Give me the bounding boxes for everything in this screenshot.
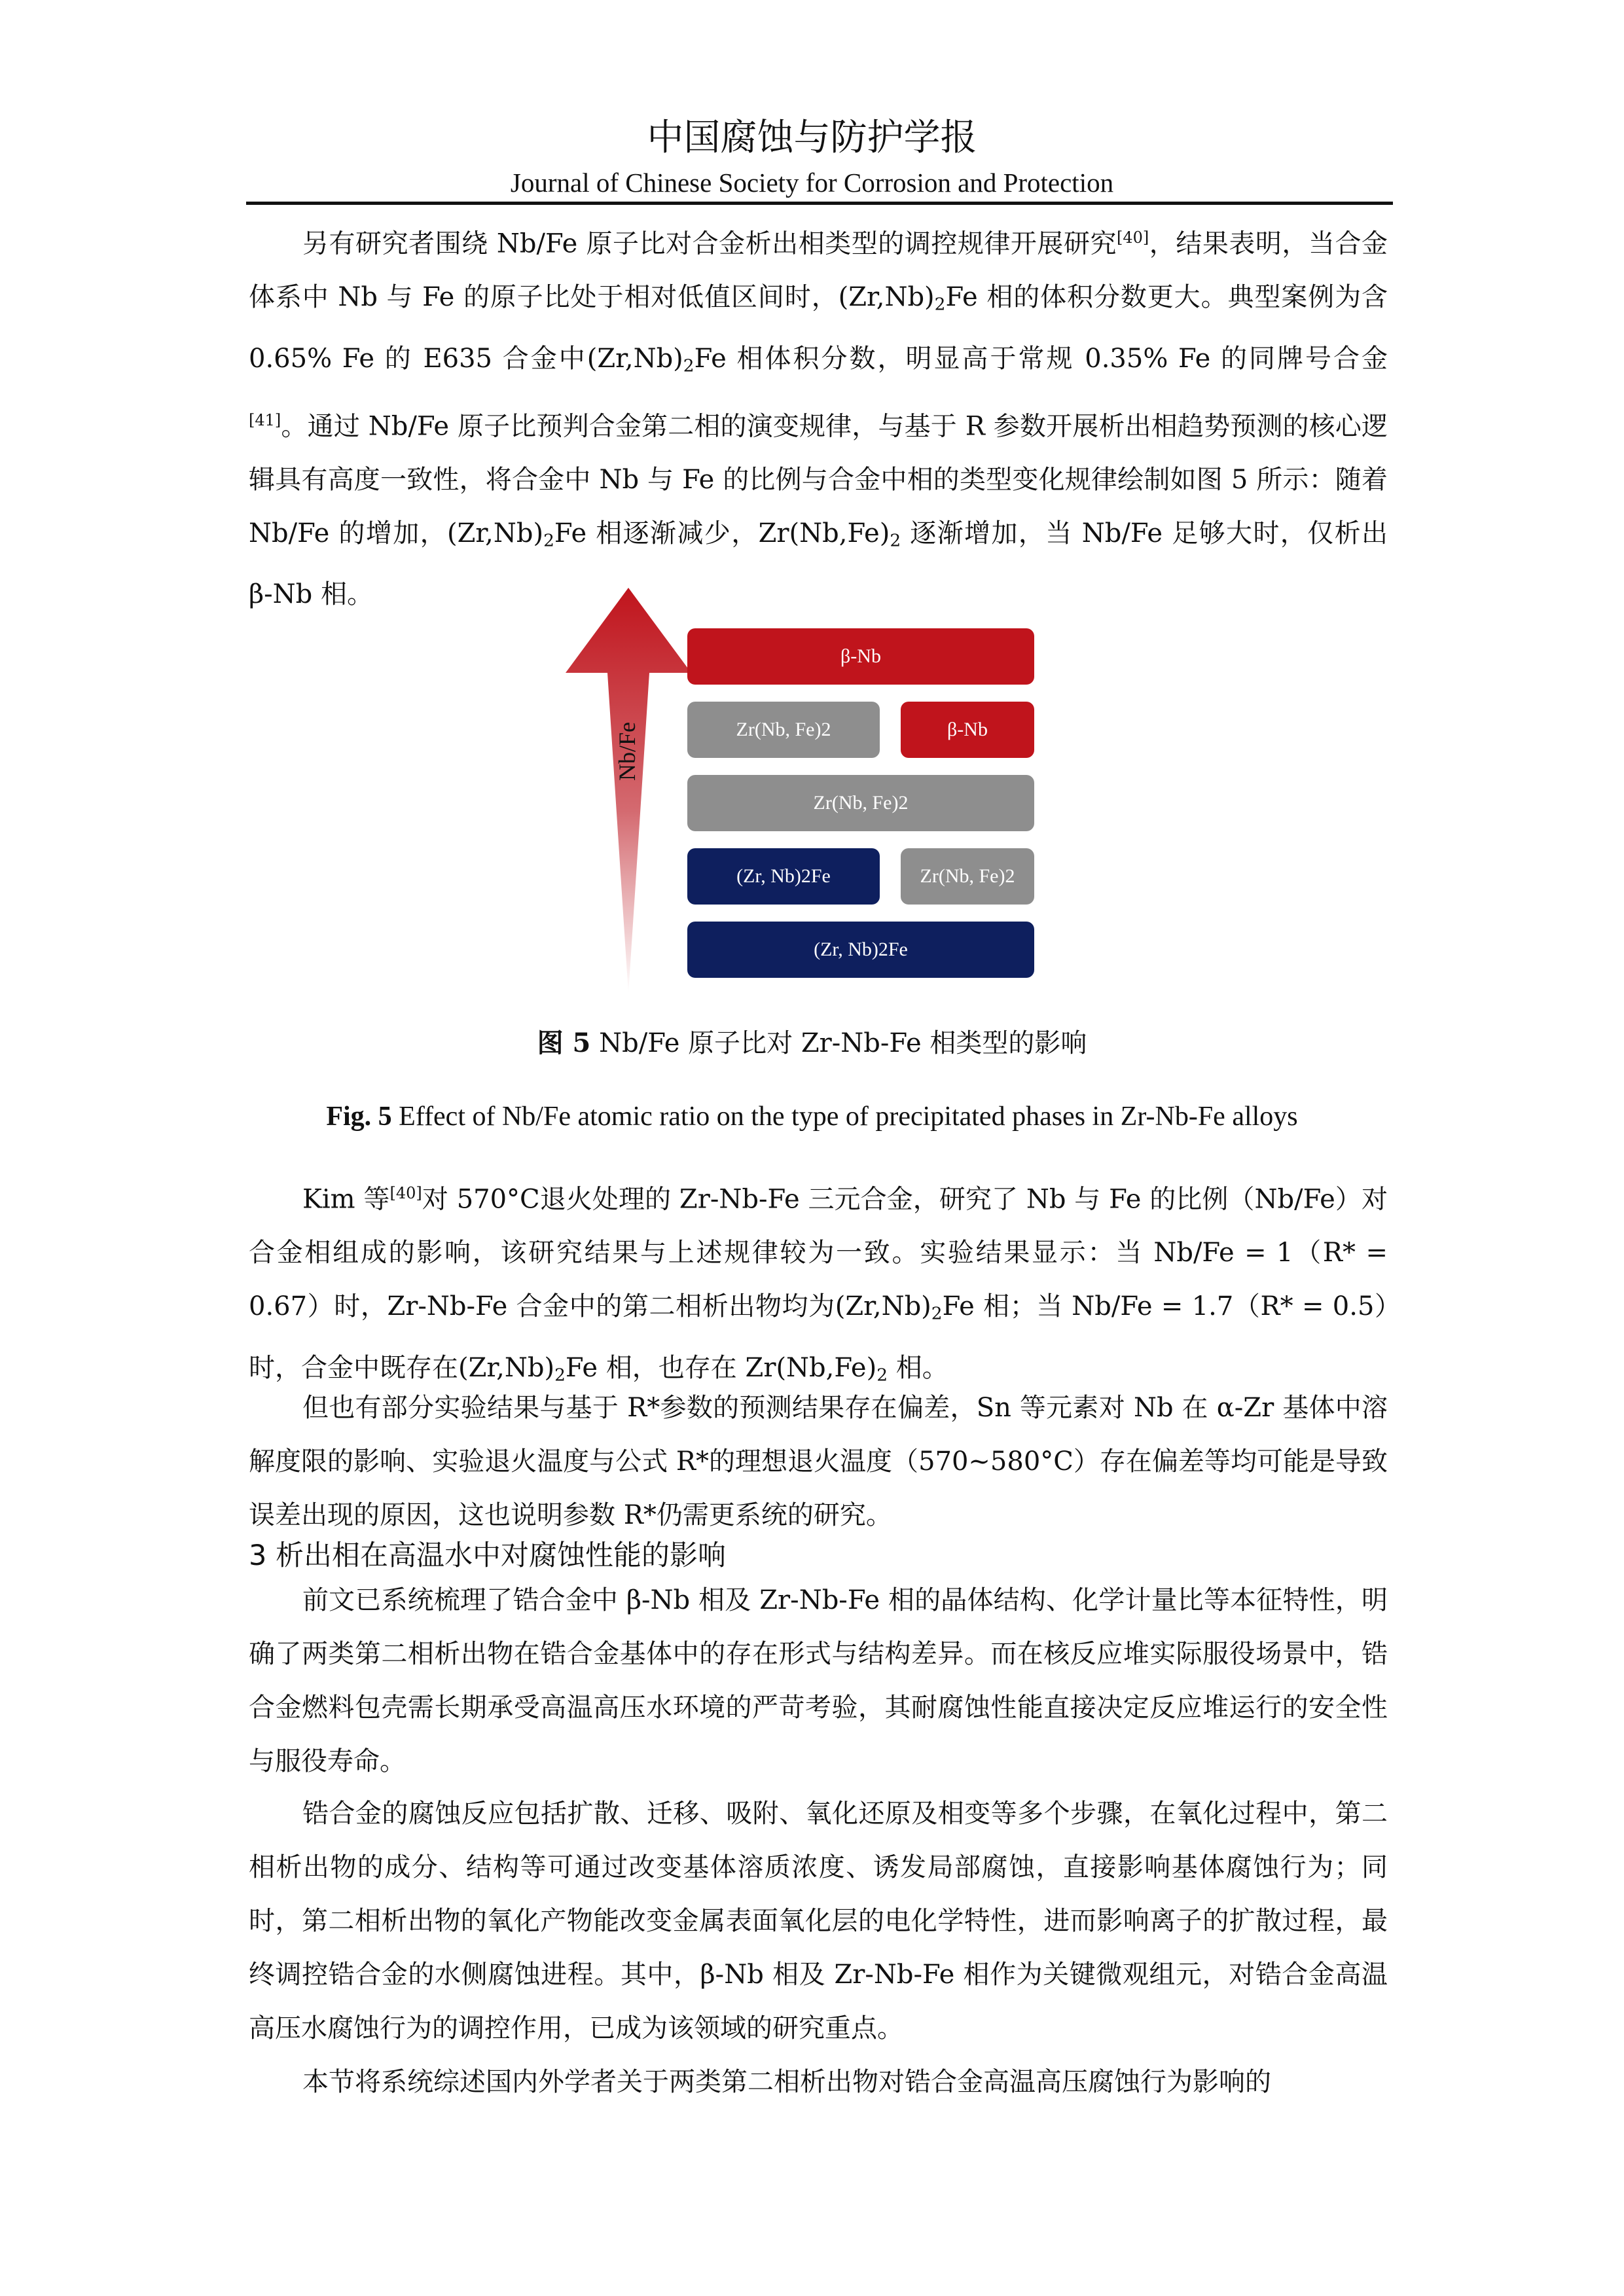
- figure-5-phase-diagram: [563, 588, 1060, 994]
- header-divider: [246, 202, 1393, 205]
- figure-caption-cn: 图 5 Nb/Fe 原子比对 Zr-Nb-Fe 相类型的影响: [537, 1028, 1087, 1058]
- paragraph-corrosion-mechanism: 锆合金的腐蚀反应包括扩散、迁移、吸附、氧化还原及相变等多个步骤，在氧化过程中，第二相析出物的成分、结构等可通过改变基体溶质浓度、诱发局部腐蚀，直接影响基体腐蚀行为；同时，第二相析出物的氧化产物能改变金属表面氧化层的电化学特性，进而影响离子的扩散过程，最终调控锆合金的水侧腐蚀进程。其中，β-Nb 相及 Zr-Nb-Fe 相作为关键微观组元，对锆合金高温高压水腐蚀行为的调控作用，已成为该领域的研究重点。: [249, 1799, 1388, 2043]
- section-3-heading: 3 析出相在高温水中对腐蚀性能的影响: [249, 1539, 727, 1572]
- paragraph-kim-study: Kim 等[40]对 570°C退火处理的 Zr-Nb-Fe 三元合金，研究了 Nb 与 Fe 的比例（Nb/Fe）对合金相组成的影响，该研究结果与上述规律较为一致。实验结果显示：当 Nb/Fe = 1（R* = 0.67）时，Zr-Nb-Fe 合金中的第二相析出物均为$(Zr,Nb)_2Fe$ 相；当 Nb/Fe = 1.7（R* = 0.5）时，合金中既存在$(Zr,Nb)_2Fe$ 相，也存在 $Zr(Nb,Fe)_2$ 相。: [249, 1184, 1388, 1386]
- arrow-axis-label: Nb/Fe: [614, 722, 640, 781]
- phase-box-zr-nb-fe2: Zr(Nb, Fe)2: [687, 702, 880, 758]
- nb-fe-increase-arrow: [563, 588, 694, 994]
- phase-box-zr-nb2-fe: (Zr, Nb)2Fe: [687, 922, 1034, 978]
- paragraph-nb-fe-ratio: 另有研究者围绕 Nb/Fe 原子比对合金析出相类型的调控规律开展研究[40]，结果表明，当合金体系中 Nb 与 Fe 的原子比处于相对低值区间时，$(Zr,Nb)_2Fe$ 相的体积分数更大。典型案例为含 0.65% Fe 的 E635 合金中$(Zr,Nb)_2Fe$ 相体积分数，明显高于常规 0.35% Fe 的同牌号合金[41]。通过 Nb/Fe 原子比预判合金第二相的演变规律，与基于 R 参数开展析出相趋势预测的核心逻辑具有高度一致性，将合金中 Nb 与 Fe 的比例与合金中相的类型变化规律绘制如图 5 所示：随着 Nb/Fe 的增加，$(Zr,Nb)_2Fe$ 相逐渐减少，$Zr(Nb,Fe)_2$ 逐渐增加，当 Nb/Fe 足够大时，仅析出 β-Nb 相。: [249, 228, 1388, 610]
- figure-caption-en: Fig. 5 Effect of Nb/Fe atomic ratio on the type of precipitated phases in Zr-Nb-Fe alloys: [326, 1102, 1298, 1132]
- phase-box-zr-nb-fe2: Zr(Nb, Fe)2: [687, 775, 1034, 831]
- phase-box-beta-nb: β-Nb: [687, 628, 1034, 685]
- phase-box-beta-nb: β-Nb: [901, 702, 1034, 758]
- citation-40: [40]: [1117, 228, 1149, 247]
- phase-box-zr-nb2-fe: (Zr, Nb)2Fe: [687, 848, 880, 905]
- paragraph-section3-intro: 前文已系统梳理了锆合金中 β-Nb 相及 Zr-Nb-Fe 相的晶体结构、化学计量比等本征特性，明确了两类第二相析出物在锆合金基体中的存在形式与结构差异。而在核反应堆实际服役场景中，锆合金燃料包壳需长期承受高温高压水环境的严苛考验，其耐腐蚀性能直接决定反应堆运行的安全性与服役寿命。: [249, 1585, 1388, 1776]
- journal-title-en: Journal of Chinese Society for Corrosion and Protection: [510, 168, 1114, 198]
- journal-title-cn: 中国腐蚀与防护学报: [647, 117, 977, 159]
- paragraph-deviation: 但也有部分实验结果与基于 R*参数的预测结果存在偏差，Sn 等元素对 Nb 在 α-Zr 基体中溶解度限的影响、实验退火温度与公式 R*的理想退火温度（570~580°C）存在偏差等均可能是导致误差出现的原因，这也说明参数 R*仍需更系统的研究。: [249, 1393, 1388, 1530]
- citation-41: [41]: [249, 410, 281, 429]
- phase-box-zr-nb-fe2: Zr(Nb, Fe)2: [901, 848, 1034, 905]
- paragraph-section-overview: 本节将系统综述国内外学者关于两类第二相析出物对锆合金高温高压腐蚀行为影响的: [302, 2067, 1271, 2097]
- citation-40: [40]: [389, 1184, 422, 1202]
